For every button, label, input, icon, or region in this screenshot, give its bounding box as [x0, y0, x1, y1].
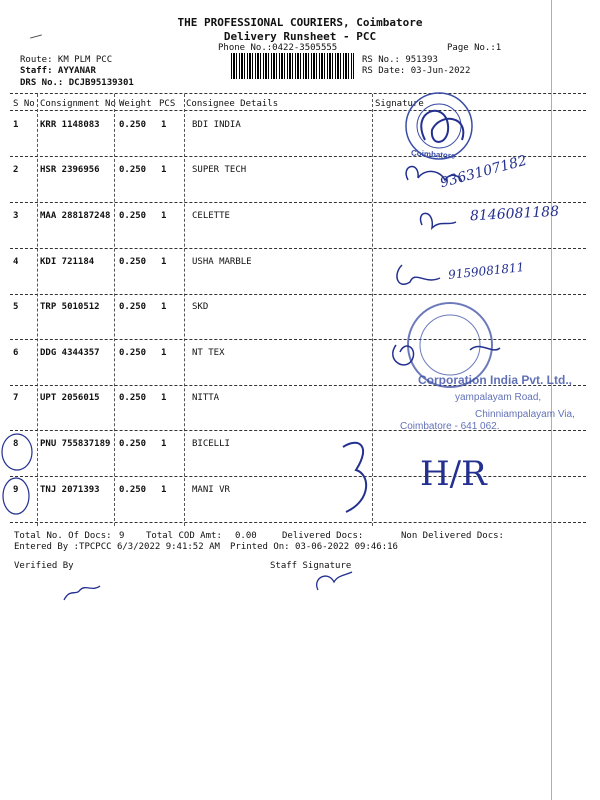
row-consignment: KDI 721184	[40, 257, 95, 267]
delivered-docs-label: Delivered Docs:	[282, 531, 364, 541]
row-consignment: KRR 1148083	[40, 120, 100, 130]
phone-number: Phone No.:0422-3505555	[218, 43, 338, 53]
row-pcs: 1	[161, 302, 167, 312]
verified-by-label: Verified By	[14, 561, 74, 571]
phone-handwritten-row-3: 8146081188	[469, 203, 560, 225]
row-consignment: MAA 288187248	[40, 211, 111, 221]
row-consignment: TRP 5010512	[40, 302, 100, 312]
stamp-text-company: Corporation India Pvt. Ltd.,	[418, 373, 572, 387]
col-pcs: PCS	[159, 99, 176, 109]
row-pcs: 1	[161, 211, 167, 221]
hr-mark: H/R	[420, 454, 487, 494]
row-consignee: USHA MARBLE	[192, 257, 252, 267]
row-pcs: 1	[161, 120, 167, 130]
company-title: THE PROFESSIONAL COURIERS, Coimbatore	[177, 16, 423, 29]
runsheet-title: Delivery Runsheet - PCC	[223, 30, 377, 43]
row-sno: 3	[13, 211, 19, 221]
row-consignment: DDG 4344357	[40, 348, 100, 358]
row-sno: 7	[13, 393, 19, 403]
signature-row-1	[421, 111, 463, 142]
row-consignee: NITTA	[192, 393, 220, 403]
col-consignee: Consignee Details	[186, 99, 279, 109]
row-pcs: 1	[161, 257, 167, 267]
stamp-text-address-1: yampalayam Road,	[455, 392, 542, 403]
row-sno: 2	[13, 165, 19, 175]
row-consignment: PNU 755837189	[40, 439, 111, 449]
route: Route: KM PLM PCC	[20, 55, 113, 65]
row-consignment: UPT 2056015	[40, 393, 100, 403]
row-weight: 0.250	[119, 120, 147, 130]
scribble-row-8-9	[343, 443, 366, 512]
row-sno: 9	[13, 485, 19, 495]
phone-handwritten-row-4: 9159081811	[447, 260, 525, 282]
row-pcs: 1	[161, 165, 167, 175]
row-sno: 1	[13, 120, 19, 130]
row-weight: 0.250	[119, 393, 147, 403]
row-weight: 0.250	[119, 348, 147, 358]
printed-on: Printed On: 03-06-2022 09:46:16	[230, 542, 398, 552]
row-consignee: MANI VR	[192, 485, 230, 495]
total-docs-label: Total No. Of Docs:	[14, 531, 112, 541]
stamp-text-row-1: Coimbatore	[410, 148, 456, 161]
col-sno: S No	[13, 99, 35, 109]
row-consignee: SUPER TECH	[192, 165, 247, 175]
staff-signature-label: Staff Signature	[270, 561, 352, 571]
stamp-text-address-3: Coimbatore - 641 062.	[400, 421, 500, 432]
row-pcs: 1	[161, 485, 167, 495]
row-pcs: 1	[161, 439, 167, 449]
row-weight: 0.250	[119, 165, 147, 175]
row-sno: 4	[13, 257, 19, 267]
circle-mark-row-9	[3, 478, 29, 514]
staff: Staff: AYYANAR	[20, 66, 96, 76]
cod-value: 0.00	[235, 531, 257, 541]
signature-row-3	[421, 213, 456, 228]
row-sno: 5	[13, 302, 19, 312]
row-pcs: 1	[161, 393, 167, 403]
col-weight: Weight	[119, 99, 152, 109]
stamp-text-address-2: Chinniampalayam Via,	[475, 409, 575, 420]
row-weight: 0.250	[119, 302, 147, 312]
col-signature: Signature	[375, 99, 424, 109]
row-sno: 8	[13, 439, 19, 449]
row-weight: 0.250	[119, 439, 147, 449]
signature-row-4	[397, 265, 440, 284]
row-consignee: NT TEX	[192, 348, 225, 358]
staff-signature-scribble	[317, 572, 352, 590]
non-delivered-docs-label: Non Delivered Docs:	[401, 531, 504, 541]
entered-by: Entered By :TPCPCC 6/3/2022 9:41:52 AM	[14, 542, 220, 552]
rs-number: RS No.: 951393	[362, 55, 438, 65]
rs-date: RS Date: 03-Jun-2022	[362, 66, 471, 76]
cod-label: Total COD Amt:	[146, 531, 222, 541]
phone-handwritten-row-2: 9363107182	[438, 152, 529, 192]
row-weight: 0.250	[119, 257, 147, 267]
row-consignment: TNJ 2071393	[40, 485, 100, 495]
verified-by-signature	[64, 586, 100, 600]
page-number: Page No.:1	[447, 43, 502, 53]
row-pcs: 1	[161, 348, 167, 358]
row-consignee: CELETTE	[192, 211, 230, 221]
row-consignee: BDI INDIA	[192, 120, 241, 130]
total-docs-value: 9	[119, 531, 125, 541]
row-consignee: BICELLI	[192, 439, 230, 449]
row-weight: 0.250	[119, 211, 147, 221]
row-consignment: HSR 2396956	[40, 165, 100, 175]
row-sno: 6	[13, 348, 19, 358]
col-consignment: Consignment No	[40, 99, 116, 109]
row-consignee: SKD	[192, 302, 209, 312]
circle-mark-row-8	[2, 434, 32, 470]
drs-number: DRS No.: DCJB95139301	[20, 78, 134, 88]
row-weight: 0.250	[119, 485, 147, 495]
